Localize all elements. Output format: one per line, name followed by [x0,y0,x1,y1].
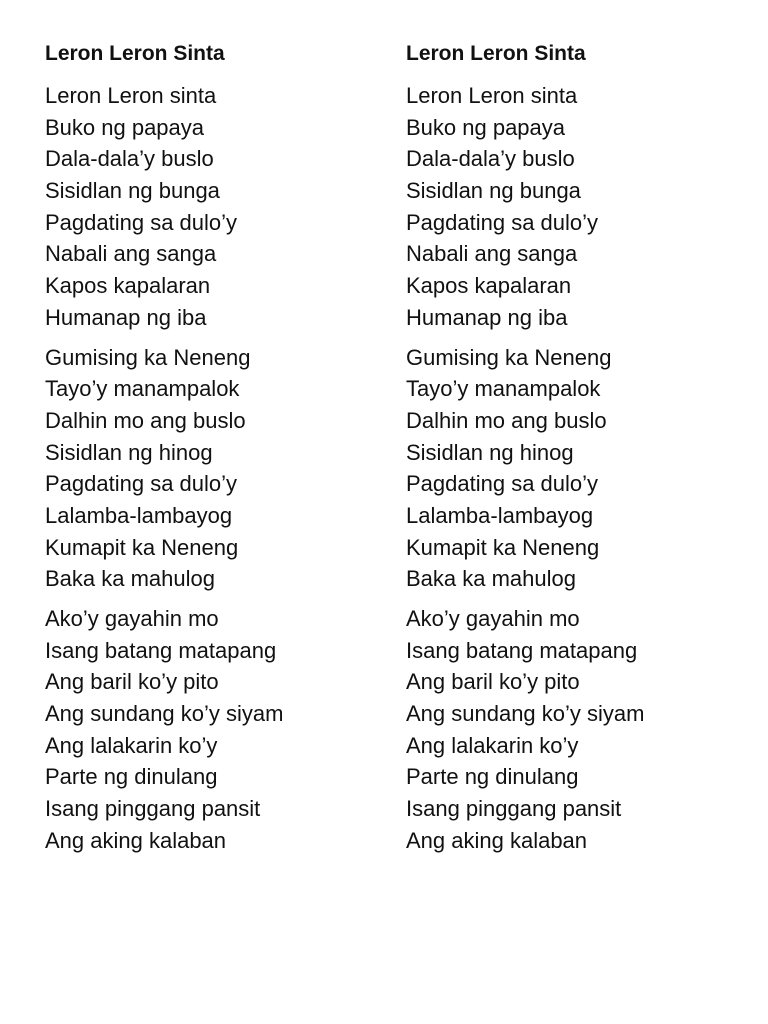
lyric-line: Buko ng papaya [406,114,566,140]
lyric-line: Parte ng dinulang [45,764,218,790]
lyric-line: Gumising ka Neneng [45,344,251,370]
lyric-line: Isang batang matapang [45,637,277,663]
lyric-line: Dalhin mo ang buslo [406,407,607,433]
lyric-line: Leron Leron sinta [406,83,578,108]
stanza-2 [45,342,385,596]
song-title: Leron Leron Sinta [45,42,225,65]
stanza-2 [406,342,746,596]
lyric-line: Kapos kapalaran [45,273,211,299]
lyric-line: Sisidlan ng hinog [406,439,574,465]
lyric-line: Pagdating sa dulo’y [406,471,599,497]
lyric-line: Ang aking kalaban [45,827,227,853]
lyric-line: Ang lalakarin ko’y [45,732,218,758]
lyric-line: Gumising ka Neneng [406,344,612,370]
lyric-line: Ako’y gayahin mo [45,606,219,631]
lyric-line: Ang baril ko’y pito [45,669,219,695]
lyric-line: Nabali ang sanga [406,241,578,267]
lyric-line: Tayo’y manampalok [45,376,240,402]
lyric-line: Isang batang matapang [406,637,638,663]
stanza-3 [406,603,746,857]
stanza-1 [406,80,746,334]
lyric-line: Kapos kapalaran [406,273,572,299]
lyric-line: Isang pinggang pansit [45,796,261,822]
lyric-line: Kumapit ka Neneng [406,534,600,560]
lyric-line: Pagdating sa dulo’y [406,209,599,235]
lyric-line: Ang lalakarin ko’y [406,732,579,758]
lyric-line: Nabali ang sanga [45,241,217,267]
lyric-line: Sisidlan ng hinog [45,439,213,465]
lyric-line: Pagdating sa dulo’y [45,471,238,497]
lyric-line: Ang baril ko’y pito [406,669,580,695]
lyrics-column-right [406,40,746,865]
lyrics-column-left [45,40,385,865]
lyric-line: Baka ka mahulog [406,566,576,592]
lyric-line: Ang sundang ko’y siyam [45,701,284,727]
lyric-line: Sisidlan ng bunga [45,178,220,204]
lyric-line: Dala-dala’y buslo [45,146,214,172]
lyric-line: Lalamba-lambayog [45,502,233,528]
lyric-line: Dala-dala’y buslo [406,146,575,172]
lyric-line: Tayo’y manampalok [406,376,601,402]
lyric-line: Lalamba-lambayog [406,502,594,528]
lyric-line: Dalhin mo ang buslo [45,407,246,433]
lyric-line: Buko ng papaya [45,114,205,140]
lyric-line: Ang aking kalaban [406,827,588,853]
stanza-1 [45,80,385,334]
song-title: Leron Leron Sinta [406,42,586,65]
stanza-3 [45,603,385,857]
lyric-line: Ang sundang ko’y siyam [406,701,645,727]
lyric-line: Humanap ng iba [406,304,568,330]
lyric-line: Kumapit ka Neneng [45,534,239,560]
lyric-line: Humanap ng iba [45,304,207,330]
lyric-line: Pagdating sa dulo’y [45,209,238,235]
lyric-line: Ako’y gayahin mo [406,606,580,631]
lyric-line: Sisidlan ng bunga [406,178,581,204]
lyric-line: Baka ka mahulog [45,566,215,592]
lyric-line: Parte ng dinulang [406,764,579,790]
lyric-line: Leron Leron sinta [45,83,217,108]
lyric-line: Isang pinggang pansit [406,796,622,822]
